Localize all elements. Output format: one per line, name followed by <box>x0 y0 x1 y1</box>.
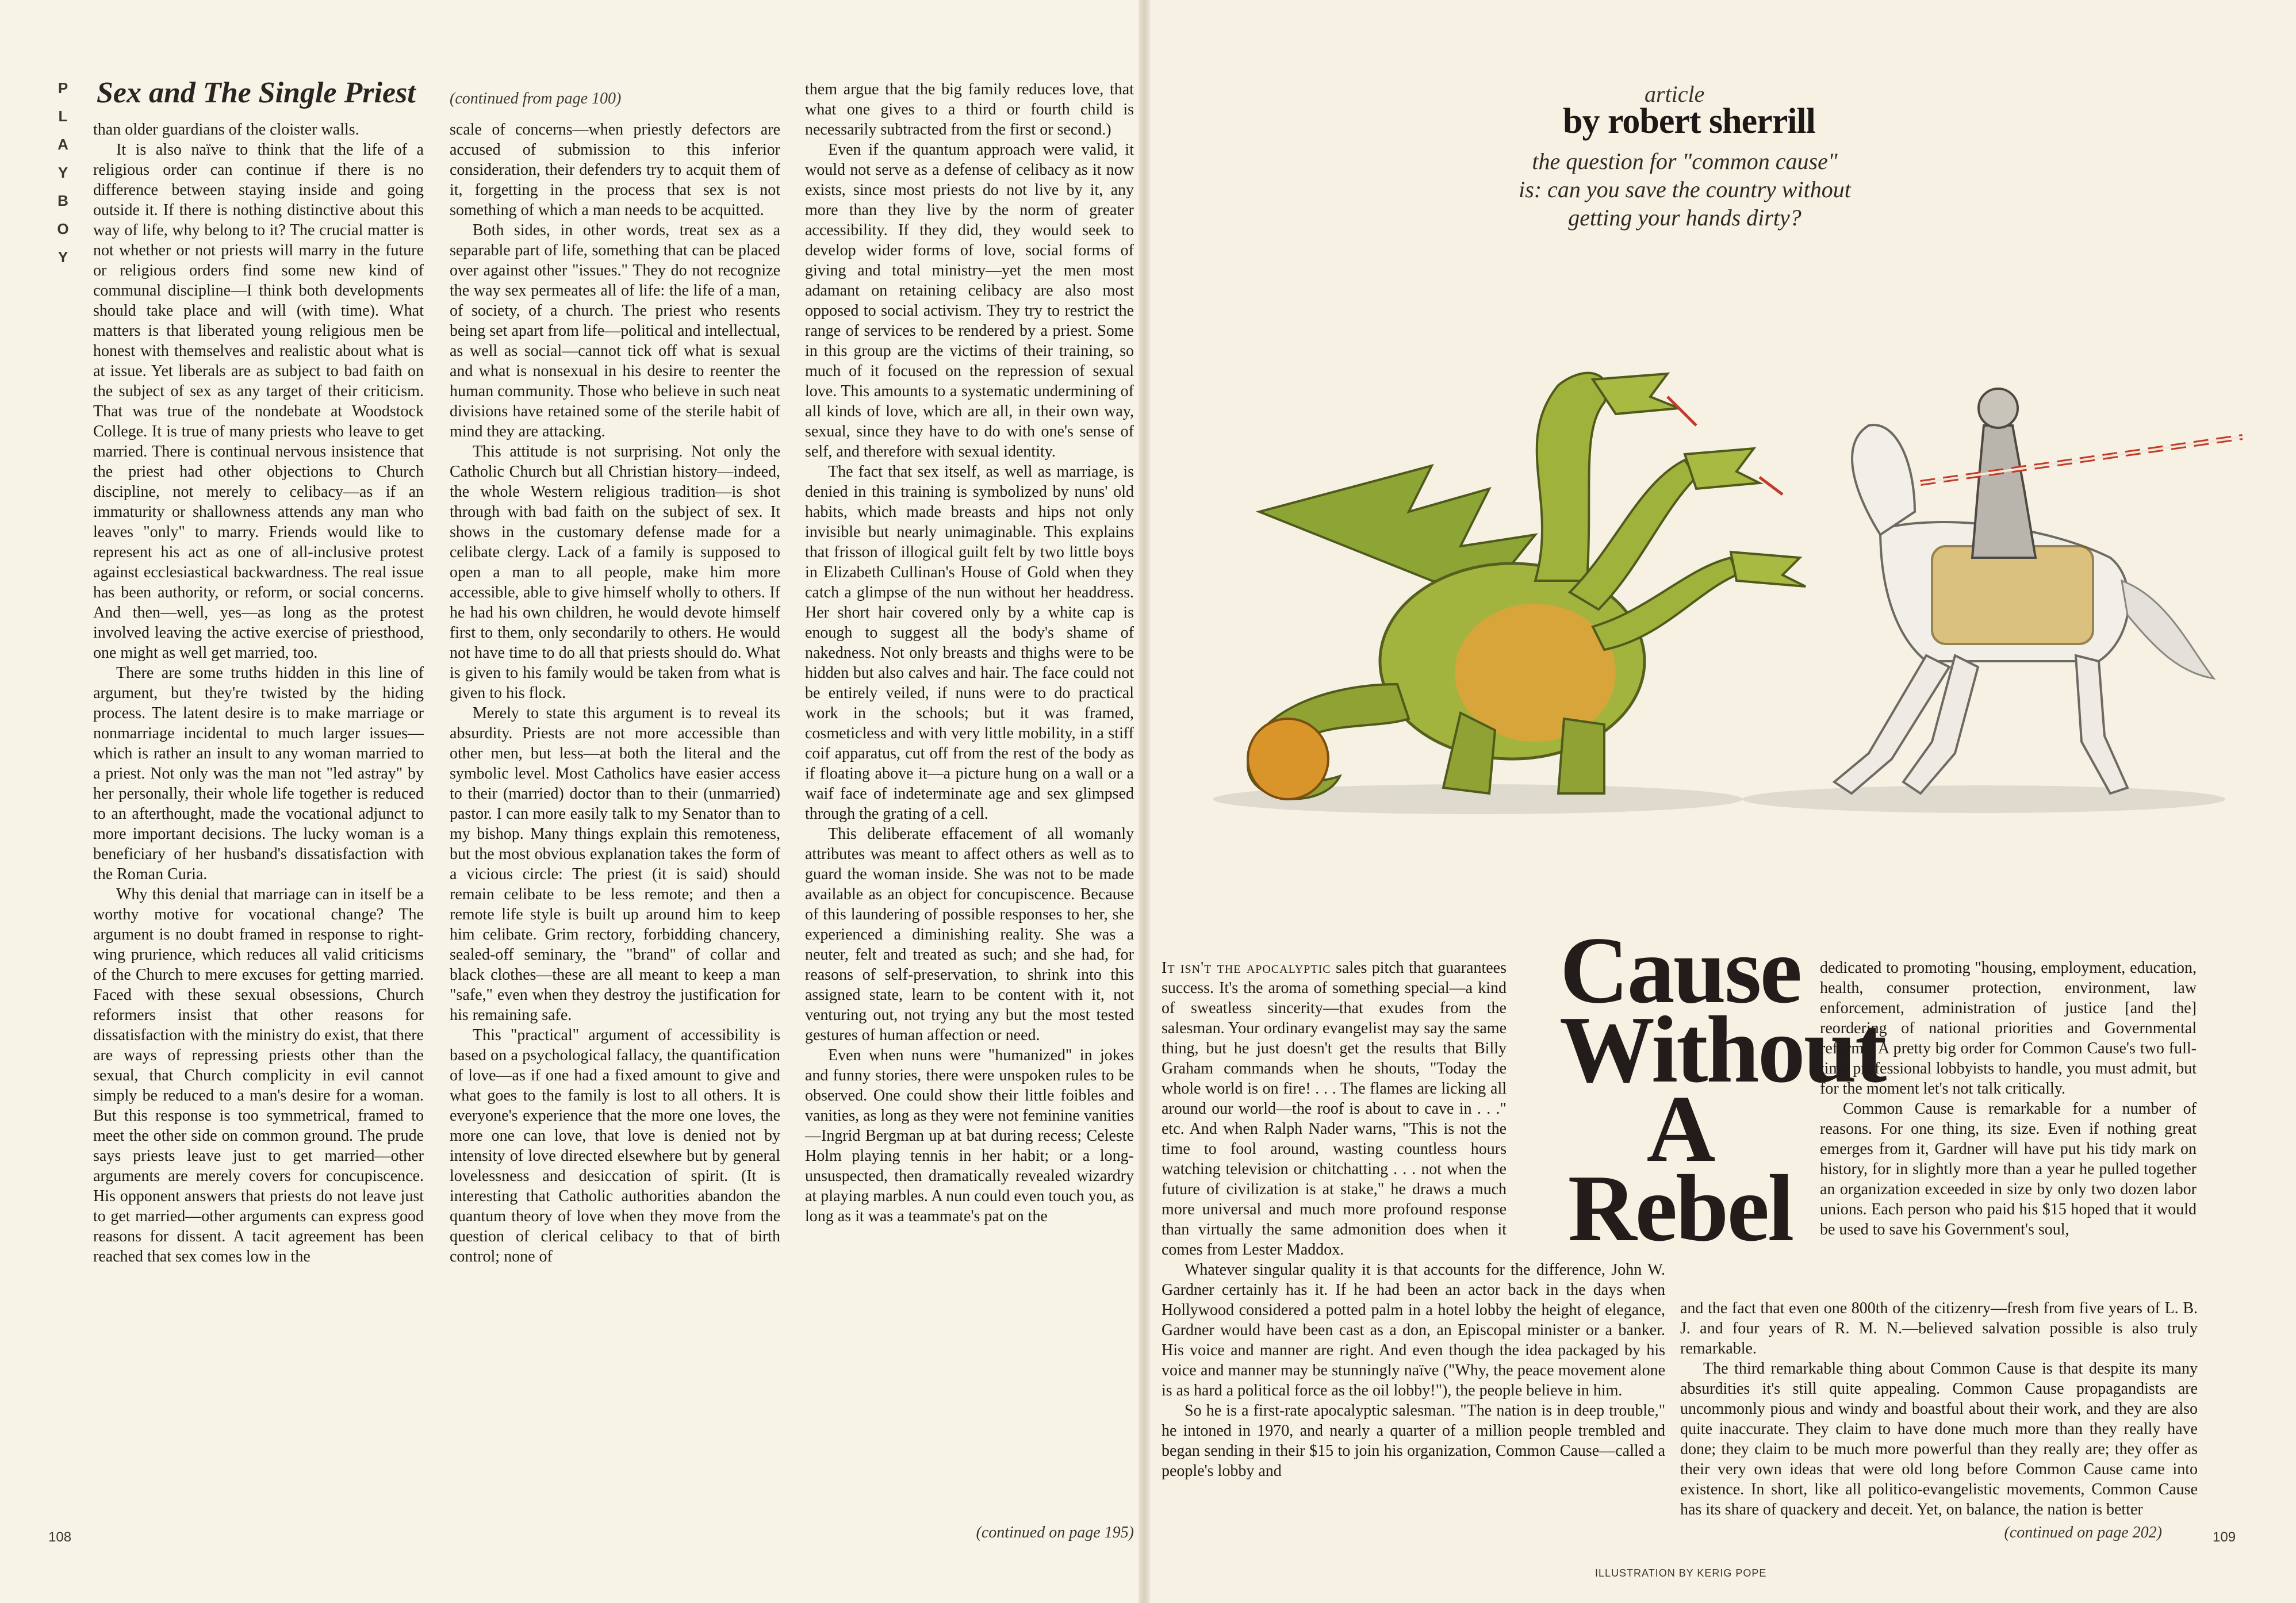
paragraph: It is also naïve to think that the life of a religious order can continue if there is no difference between staying inside and going outside it. If there is nothing distinctive about this way of life, why belong to it? The crucial matter is not whether or not priests will marry in the future or religious orders find some new kind of communal discipline—I think both developments should take place and will (with time). What matters is that liberated young religious men be honest with themselves and realistic about what is at issue. Yet liberals are as subject to bad faith on the subject of sex as any target of their criticism. That was true of the nondebate at Woodstock College. It is true of many priests who leave to get married. There is continual nervous insistence that the priest had other objections to Church discipline, not merely to celibacy—as if an immaturity or shallowness attends any man who leaves "only" to marry. Friends would like to represent his act as one of all-inclusive protest against ecclesiastical backwardness. The real issue has been authority, or reform, or social concerns. And then—well, yes—as long as the protest involved leaving the active exercise of priesthood, one might as well get married, too. <box>93 141 424 662</box>
paragraph: and the fact that even one 800th of the citizenry—fresh from five years of L. B. J. and four years of R. M. N.—believed salvation possible is also truly remarkable. <box>1680 1299 2198 1357</box>
horse-tail <box>2122 581 2214 678</box>
paragraph: Why this denial that marriage can in itself be a worthy motive for vocational change? The argument is no doubt framed in response to right-wing prurience, which reduces all valid criticisms of the Church to mere excuses for getting married. Faced with these sexual obsessions, Church reformers insist that other reasons for dissatisfaction with the ministry do exist, that there are ways of repressing priests other than the sexual, that Church complicity in evil cannot simply be reduced to a man's desire for a woman. But this response is too symmetrical, framed to meet the other side on common ground. The prude says priests leave just to get married—other arguments are merely covers for concupiscence. His opponent answers that priests do not leave just to get married—other arguments can express good reasons for dissent. A tacit agreement has been reached that sex comes low in the <box>93 885 424 1265</box>
left-column-2 <box>450 120 780 1528</box>
left-column-1 <box>93 120 424 1528</box>
continued-on-note: (continued on page 202) <box>2004 1524 2162 1541</box>
paragraph: So he is a first-rate apocalyptic salesman. "The nation is in deep trouble," he intoned in 1970, and nearly a quarter of a million people trembled and began sending in their $15 to join his organization, Common Cause—called a people's lobby and <box>1162 1402 1665 1480</box>
paragraph: them argue that the big family reduces love, that what one gives to a third or fourth child is necessarily subtracted from the first or second.) <box>805 80 1134 139</box>
right-column-3 <box>1680 1298 2198 1540</box>
right-column-1 <box>1162 958 1665 1539</box>
page-number-right: 109 <box>2213 1529 2236 1545</box>
paragraph: scale of concerns—when priestly defectors are accused of submission to this inferior consideration, their defenders try to acquit them of it, forgetting in the process that sex is not something of which a man needs to be acquitted. <box>450 121 780 219</box>
lead-in: It isn't the apocalyptic <box>1162 959 1331 977</box>
paragraph-text: sales pitch that guarantees success. It's the aroma of something special—a kind of sweatless sincerity—that exudes from the salesman. Your ordinary evangelist may say the same thing, but he just doesn't get the results that Billy Graham commands when he shouts, "Today the whole world is on fire! . . . The flames are licking all around our world—the roof is about to cave in . . ." etc. And when Ralph Nader warns, "This is not the time to fool around, wasting countless hours watching television or chitchatting . . . not when the future of civilization is at stake," he draws a much more universal and much more profound response than virtually the same admonition does when it comes from Lester Maddox. <box>1162 959 1507 1259</box>
horse-armor <box>1932 546 2093 644</box>
paragraph: dedicated to promoting "housing, employment, education, health, consumer protection, environment, law enforcement, administration of justice [and the] reordering of national priorities and Governmental reform." A pretty big order for Common Cause's two full-time professional lobbyists to handle, you must admit, but for the moment let's not talk critically. <box>1820 959 2197 1098</box>
paragraph: There are some truths hidden in this line of argument, but they're twisted by the hiding process. The latent desire is to make marriage or nonmarriage incidental to much larger issues—which is rather an insult to any woman married to a priest. Not only was the man not "led astray" by her personally, their whole life together is reduced to an afterthought, made the vocational adjunct to more important decisions. The lucky woman is a beneficiary of her husband's dissatisfaction with the Roman Curia. <box>93 664 424 883</box>
right-column-2 <box>1820 958 2197 1280</box>
paragraph: This deliberate effacement of all womanly attributes was meant to affect others as well as to guard the woman inside. She was not to be made available as an object for concupiscence. Because of this laundering of possible responses to her, she experienced a diminishing reality. She was a neuter, felt and treated as such; and she had, for reasons of self-preservation, to shrink into this assigned state, learn to be content with it, not venturing out, not trying any but the most tested gestures of human affection or need. <box>805 825 1134 1044</box>
title-line: Rebel <box>1567 1155 1793 1261</box>
knight-body <box>1972 425 2036 558</box>
horse-leg <box>2076 655 2128 793</box>
paragraph: Even if the quantum approach were valid, it would not serve as a defense of celibacy as it now exists, since most priests do not live by it, any more than they live by the norm of greater accessibility. If they did, they would seek to develop wider forms of love, social forms of giving and total ministry—yet the men most adamant on retaining celibacy are also most opposed to social activism. They try to restrict the range of services to be rendered by a priest. Some in this group are the victims of their training, so much of it focused on the repression of sexual love. This amounts to a systematic undermining of all kinds of love, which are all, in their own way, sexual, since they have to do with one's sense of self, and therefore with sexual identity. <box>805 141 1134 461</box>
magazine-brand <box>53 79 74 266</box>
brand-letter: L <box>58 108 68 125</box>
lance-core <box>1921 437 2243 483</box>
left-column-3 <box>805 79 1134 1528</box>
knight-helmet <box>1979 389 2018 428</box>
illustration-credit: ILLUSTRATION BY KERIG POPE <box>1595 1567 1767 1579</box>
dragon-head <box>1685 448 1760 489</box>
paragraph: Merely to state this argument is to reveal its absurdity. Priests are not more accessible than other men, but less—at both the literal and the symbolic level. Most Catholics have easier access to their (married) doctor than to their (unmarried) pastor. I can more easily talk to my Senator than to my bishop. Many things explain this remoteness, but the most obvious explanation takes the form of a vicious circle: The priest (it is said) should remain celibate to be less remote; and then a remote life style is built up around him to keep him celibate. Grim rectory, forbidding chancery, sealed-off seminary, the "brand" of collar and black clothes—these are all meant to keep a man "safe," even when they destroy the justification for his remaining safe. <box>450 704 780 1024</box>
paragraph: This "practical" argument of accessibility is based on a psychological fallacy, the quantification of love—as if one had a fixed amount to give and what goes to the family is lost to all others. It is everyone's experience that the more one loves, the more one can love, that love is denied not by intensity of love directed elsewhere but by general lovelessness and desiccation of spirit. (It is interesting that Catholic authorities abandon the quantum theory of love when they move from the question of clerical celibacy to that of birth control; none of <box>450 1026 780 1265</box>
brand-letter: Y <box>58 248 69 266</box>
paragraph: Even when nuns were "humanized" in jokes and funny stories, there were unspoken rules to be observed. One could show their little foibles and vanities, as long as they were not feminine vanities—Ingrid Bergman up at bat during recess; Celeste Holm playing tennis in her habit; or a long-unsuspected, then dramatically revealed wizardry at playing marbles. A nun could even touch you, as long as it was a teammate's pat on the <box>805 1046 1134 1225</box>
dragon-tail-coil <box>1248 719 1328 799</box>
horse-head <box>1852 425 1915 535</box>
paragraph <box>1162 958 1507 1260</box>
article-kicker: article <box>1645 81 1705 107</box>
illustration-dragon-and-knight <box>1190 339 2243 839</box>
paragraph: The third remarkable thing about Common Cause is that despite its many absurdities it's still quite appealing. Common Cause propagandists are uncommonly pious and windy and boastful about their work, and they are also quite inaccurate. They claim to have done much more than they really have done; they claim to be much more powerful than they really are; they offer as their very own ideas that were old long before Common Cause came into existence. In short, like all politico-evangelistic movements, Common Cause has its share of quackery and deceit. Yet, on balance, the nation is better <box>1680 1360 2198 1518</box>
dragon-neck <box>1535 373 1607 581</box>
paragraph: The fact that sex itself, as well as marriage, is denied in this training is symbolized by nuns' old habits, which made breasts and hips not only invisible but nearly unimaginable. This explains that frisson of illogical guilt felt by two little boys in Elizabeth Cullinan's House of Gold when they catch a glimpse of the nun without her headdress. Her short hair covered only by a white cap is enough to suggest all the body's shame of nakedness. Not only breasts and thighs were to be hidden but also calves and hair. The face could not be entirely veiled, if nuns were to do practical work in the schools; but it was framed, cosmeticless and with very little mobility, in a stiff coif apparatus, cut off from the rest of the body as if floating above it—a picture hung on a wall or a waif face of indeterminate age and sex glimpsed through the grating of a cell. <box>805 463 1134 823</box>
brand-letter: Y <box>58 164 69 181</box>
ground-shadow <box>1742 785 2225 813</box>
paragraph: than older guardians of the cloister walls. <box>93 121 359 139</box>
title-line: Cause <box>1559 917 1801 1023</box>
dragon-tongue <box>1760 477 1783 494</box>
dragon-head <box>1731 552 1806 586</box>
continued-on-note: (continued on page 195) <box>976 1524 1134 1541</box>
page-number-left: 108 <box>48 1529 72 1545</box>
title-line: A <box>1646 1076 1714 1182</box>
continued-from-note: (continued from page 100) <box>450 90 622 108</box>
dragon-leg <box>1558 719 1604 793</box>
page-gutter <box>1139 0 1150 1603</box>
section-title: Sex and The Single Priest <box>97 76 416 109</box>
paragraph: This attitude is not surprising. Not only the Catholic Church but all Christian history—indeed, the whole Western religious tradition—is shot through with bad faith on the subject of sex. It shows in the customary defense made for a celibate clergy. Lack of a family is supposed to open a man to all people, make him more accessible, able to give himself wholly to others. If he had his own children, he would devote himself first to them, only secondarily to others. He would not have time to do all that priests should do. What is given to his family would be taken from what is given to his flock. <box>450 443 780 702</box>
paragraph: Both sides, in other words, treat sex as a separable part of life, something that can be placed over against other "issues." They do not recognize the way sex permeates all of life: the life of a man, of society, of a church. The priest who resents being set apart from life—political and intellectual, as well as social—cannot tick off what is sexual and what is nonsexual in his desire to reenter the human community. Those who believe in such neat divisions have retained some of the sterile habit of mind they are attacking. <box>450 221 780 440</box>
brand-letter: A <box>58 136 69 153</box>
brand-letter: B <box>58 192 69 209</box>
brand-letter: O <box>57 220 70 237</box>
brand-letter: P <box>58 79 69 97</box>
article-dek: the question for "common cause" is: can you save the country without getting your hands dirty? <box>1519 148 1851 231</box>
paragraph: Whatever singular quality it is that accounts for the difference, John W. Gardner certainly has it. If he had been an actor back in the days when Hollywood considered a potted palm in a hotel lobby the height of elegance, Gardner would have been cast as a don, an Episcopal minister or a banker. His voice and manner are right. And even though the idea packaged by his voice and manner may be stunningly naïve ("Why, the peace movement alone is as hard a political force as the oil lobby!"), the people believe in him. <box>1162 1261 1665 1399</box>
dragon-head <box>1593 374 1679 414</box>
byline: by robert sherrill <box>1563 102 1815 141</box>
dragon-tongue <box>1668 397 1696 425</box>
paragraph: Common Cause is remarkable for a number of reasons. For one thing, its size. Even if nothing great emerges from it, Gardner will have put his tidy mark on history, for in slightly more than a year he pulled together an organization exceeded in size by only two dozen labor unions. Each person who paid his $15 hoped that it would be used to save his Government's soul, <box>1820 1100 2197 1238</box>
title-line: Without <box>1559 996 1885 1102</box>
